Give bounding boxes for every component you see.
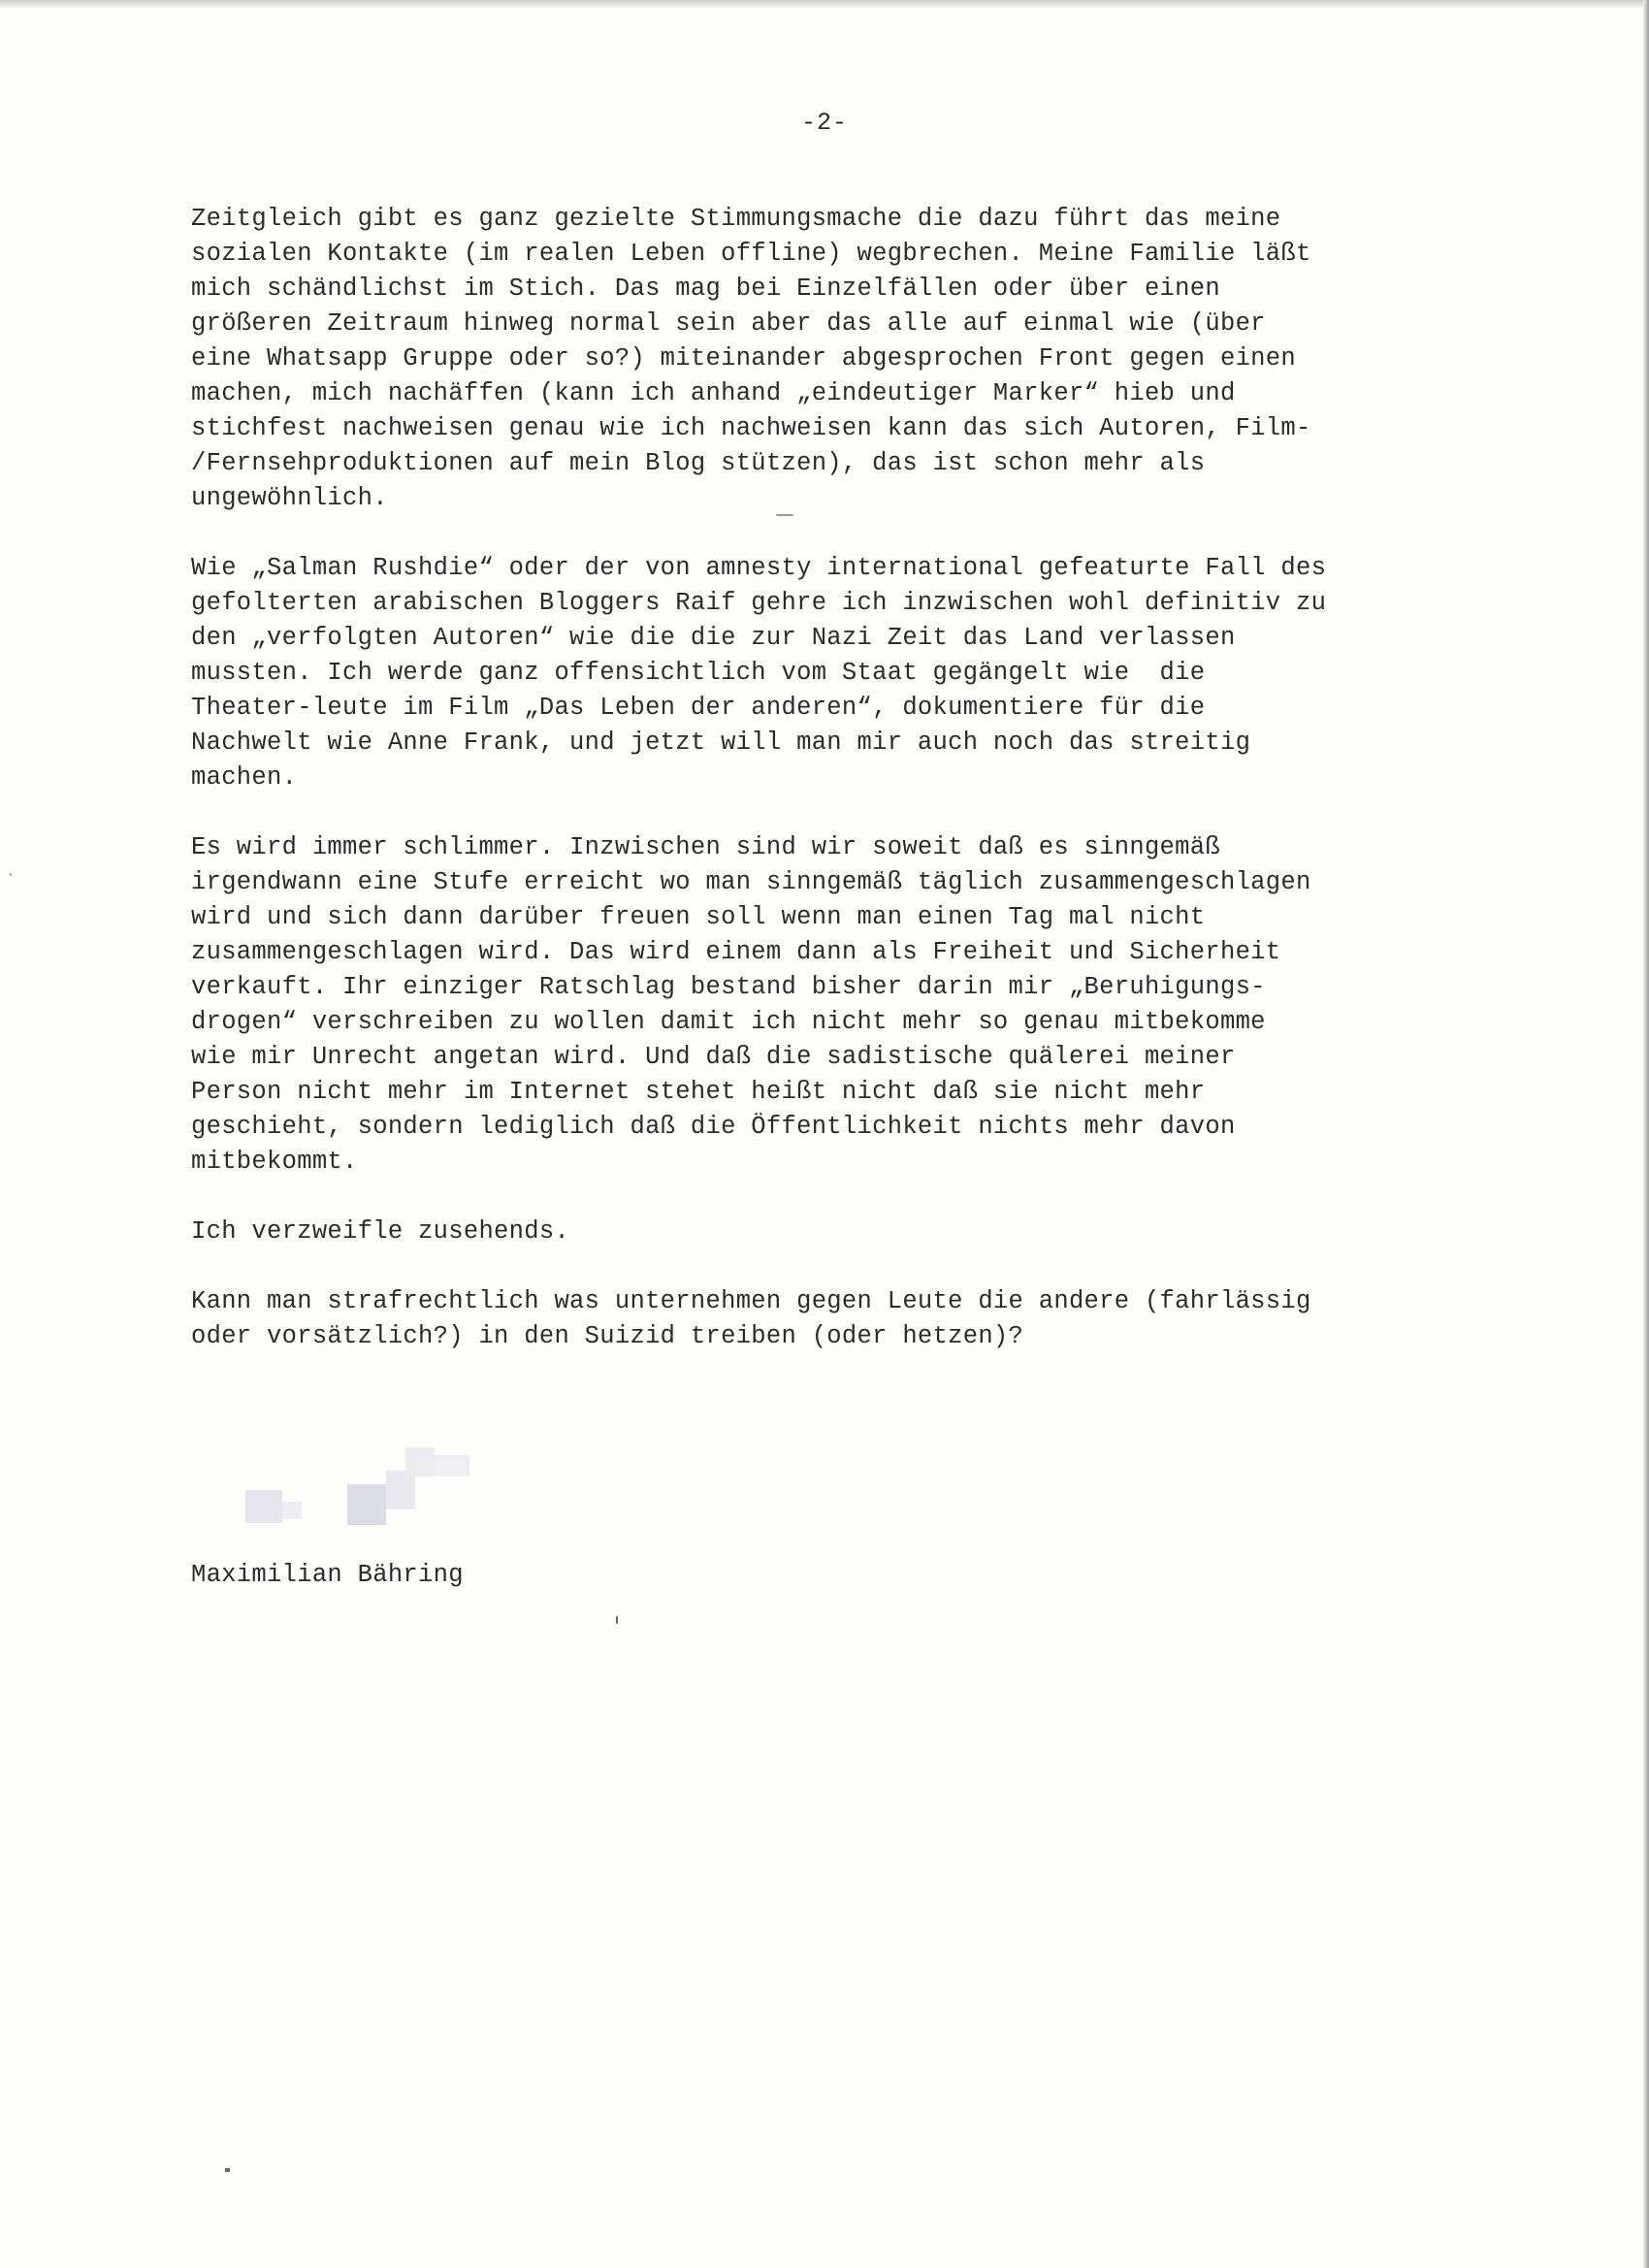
text-line: mitbekommt. — [191, 1148, 358, 1176]
text-line: wird und sich dann darüber freuen soll wenn man einen Tag mal nicht — [191, 903, 1206, 931]
paragraph-1 — [191, 202, 1442, 516]
text-line: geschieht, sondern lediglich daß die Öffentlichkeit nichts mehr davon — [191, 1113, 1236, 1141]
text-line: /Fernsehproduktionen auf mein Blog stützen), das ist schon mehr als — [191, 449, 1206, 477]
text-line: Wie „Salman Rushdie“ oder der von amnesty international gefeaturte Fall des — [191, 554, 1327, 582]
scan-speck — [616, 1616, 618, 1624]
scan-top-edge — [0, 0, 1649, 8]
scan-speck — [10, 873, 12, 876]
text-line: sozialen Kontakte (im realen Leben offline) wegbrechen. Meine Familie läßt — [191, 240, 1311, 268]
text-line: mussten. Ich werde ganz offensichtlich vom Staat gegängelt wie die — [191, 659, 1206, 687]
text-line: Kann man strafrechtlich was unternehmen gegen Leute die andere (fahrlässig — [191, 1287, 1311, 1315]
scan-right-edge — [1643, 0, 1649, 2268]
text-line: stichfest nachweisen genau wie ich nachweisen kann das sich Autoren, Film- — [191, 414, 1311, 442]
text-line: verkauft. Ihr einziger Ratschlag bestand bisher darin mir „Beruhigungs- — [191, 973, 1266, 1001]
text-line: eine Whatsapp Gruppe oder so?) miteinander abgesprochen Front gegen einen — [191, 344, 1296, 373]
text-line: ungewöhnlich. — [191, 484, 388, 512]
letter-body — [191, 202, 1442, 1389]
text-line: machen. — [191, 763, 298, 792]
page-number: -2- — [800, 109, 848, 137]
scan-speck — [225, 2168, 230, 2172]
text-line: irgendwann eine Stufe erreicht wo man sinngemäß täglich zusammengeschlagen — [191, 868, 1311, 896]
text-line: Person nicht mehr im Internet stehet heißt nicht daß sie nicht mehr — [191, 1078, 1206, 1106]
text-line: oder vorsätzlich?) in den Suizid treiben (oder hetzen)? — [191, 1322, 1024, 1350]
text-line: größeren Zeitraum hinweg normal sein aber das alle auf einmal wie (über — [191, 309, 1266, 338]
paragraph-4 — [191, 1215, 1442, 1249]
paragraph-3 — [191, 830, 1442, 1180]
text-line: Ich verzweifle zusehends. — [191, 1217, 570, 1246]
redacted-signature — [241, 1445, 493, 1533]
paragraph-2 — [191, 551, 1442, 795]
text-line: Zeitgleich gibt es ganz gezielte Stimmungsmache die dazu führt das meine — [191, 205, 1281, 233]
text-line: Nachwelt wie Anne Frank, und jetzt will man mir auch noch das streitig — [191, 729, 1251, 757]
text-line: gefolterten arabischen Bloggers Raif gehre ich inzwischen wohl definitiv zu — [191, 589, 1327, 617]
text-line: zusammengeschlagen wird. Das wird einem dann als Freiheit und Sicherheit — [191, 938, 1281, 966]
signer-name: Maximilian Bähring — [191, 1561, 464, 1589]
text-line: wie mir Unrecht angetan wird. Und daß die sadistische quälerei meiner — [191, 1043, 1236, 1071]
text-line: drogen“ verschreiben zu wollen damit ich nicht mehr so genau mitbekomme — [191, 1008, 1266, 1036]
text-line: Es wird immer schlimmer. Inzwischen sind wir soweit daß es sinngemäß — [191, 833, 1220, 861]
scan-speck — [776, 514, 793, 516]
text-line: mich schändlichst im Stich. Das mag bei Einzelfällen oder über einen — [191, 275, 1220, 303]
text-line: Theater-leute im Film „Das Leben der anderen“, dokumentiere für die — [191, 694, 1206, 722]
paragraph-5 — [191, 1284, 1442, 1354]
text-line: den „verfolgten Autoren“ wie die die zur Nazi Zeit das Land verlassen — [191, 624, 1236, 652]
text-line: machen, mich nachäffen (kann ich anhand „eindeutiger Marker“ hieb und — [191, 379, 1236, 407]
